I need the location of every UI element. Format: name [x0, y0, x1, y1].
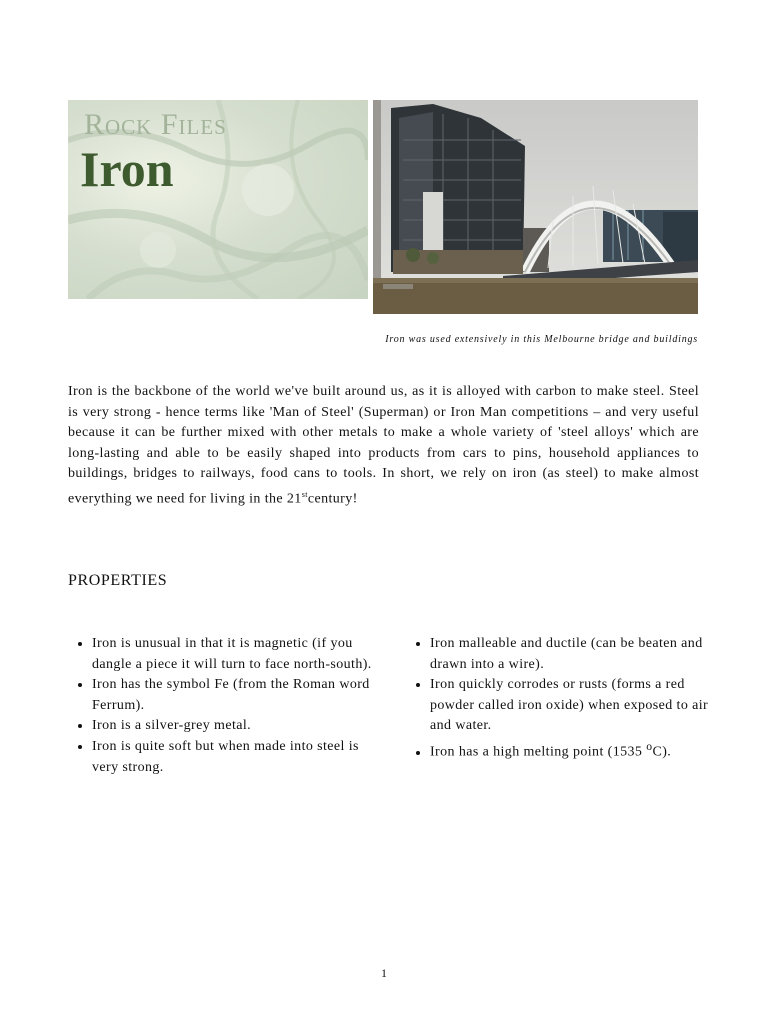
degree-mark: o: [646, 739, 653, 753]
properties-list-left: [70, 634, 382, 778]
intro-text: Iron is the backbone of the world we've built around us, as it is alloyed with carbon to make steel. Steel is very strong - hence terms like 'Man of Steel' (Superman) or Iron Man competitions – and very useful because it can be further mixed with other metals to make a whole variety of 'steel alloys' which are long-lasting and able to be easily shaped into products from cars to pins, household appliances to buildings, bridges to railways, food cans to tools. In short, we rely on iron (as steel) to make almost everything we need for living in the 21: [68, 384, 699, 507]
page-title: Iron: [80, 141, 174, 197]
list-item: • Iron malleable and ductile (can be beaten and drawn into a wire).: [430, 634, 730, 675]
list-item: • Iron is unusual in that it is magnetic (if you dangle a piece it will turn to face north-south).: [92, 634, 382, 675]
ordinal-suffix: st: [301, 489, 308, 499]
list-item: • Iron has the symbol Fe (from the Roman word Ferrum).: [92, 675, 382, 716]
page-number: 1: [381, 966, 387, 980]
melting-point-unit: C).: [652, 744, 672, 760]
melting-point-text: Iron has a high melting point (1535: [430, 744, 647, 760]
properties-heading: PROPERTIES: [68, 572, 168, 589]
properties-list-right: [408, 634, 730, 763]
list-item: • Iron quickly corrodes or rusts (forms a red powder called iron oxide) when exposed to air and water.: [430, 675, 730, 737]
list-item: • Iron is quite soft but when made into steel is very strong.: [92, 737, 382, 778]
intro-tail: century!: [307, 491, 358, 507]
rock-files-banner: [68, 100, 368, 299]
series-label: Rock Files: [84, 108, 227, 141]
melting-point-item: [430, 737, 730, 763]
list-item: • Iron is a silver-grey metal.: [92, 716, 382, 737]
bridge-photo: [373, 100, 698, 314]
photo-caption: Iron was used extensively in this Melbourne bridge and buildings: [385, 334, 698, 345]
intro-paragraph: [68, 382, 699, 510]
